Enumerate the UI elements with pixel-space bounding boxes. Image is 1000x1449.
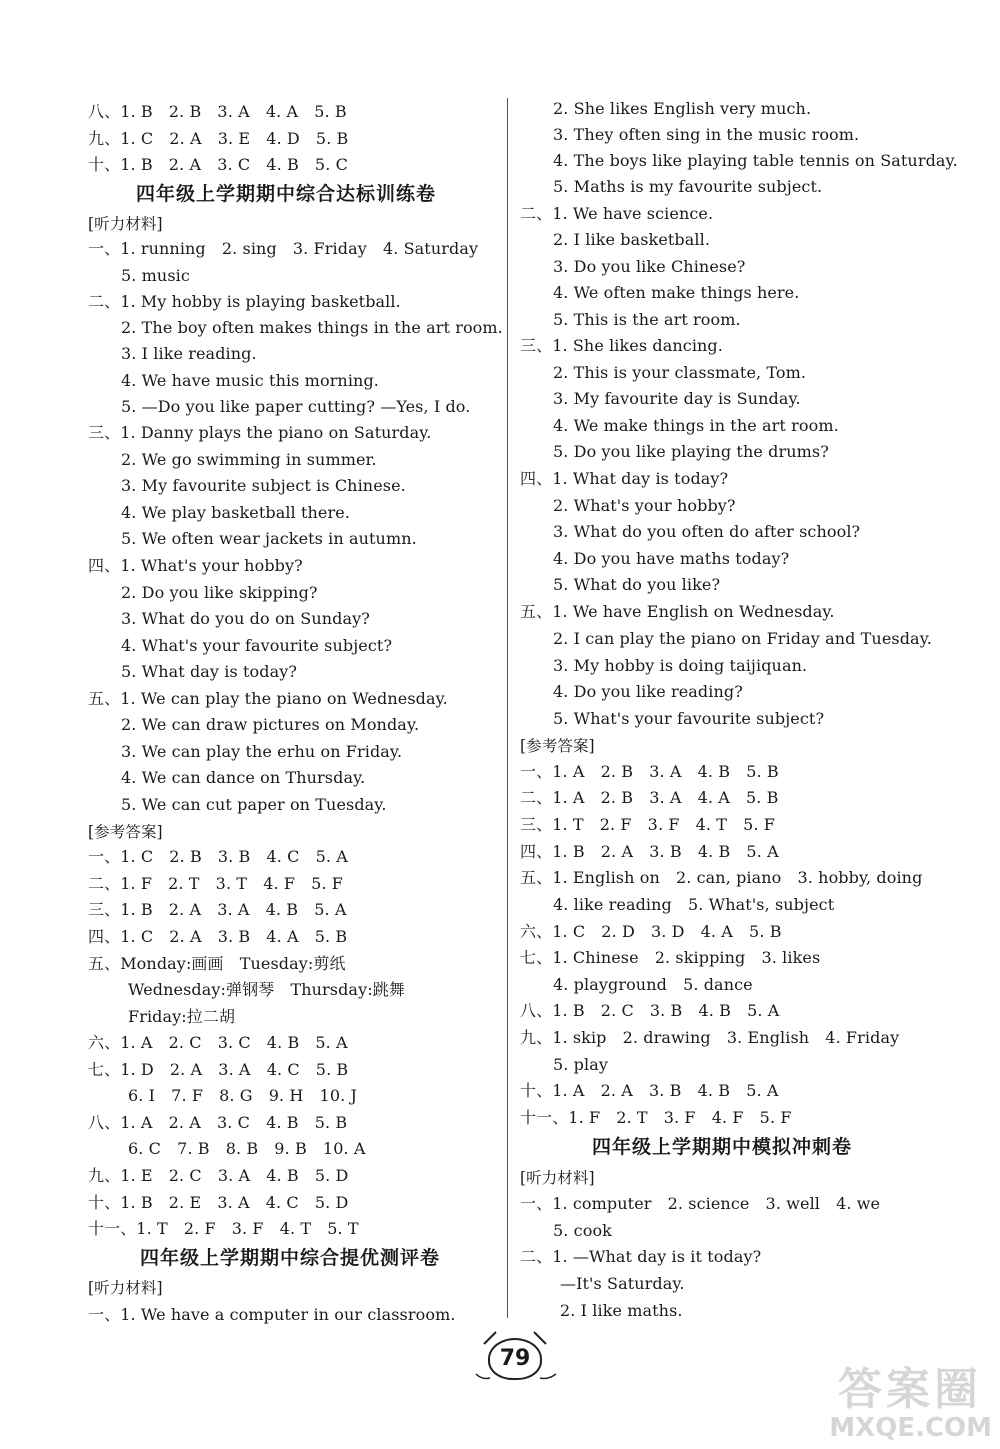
text-line: 4. We make things in the art room. <box>553 416 839 435</box>
text-line: 一、1. We have a computer in our classroom. <box>88 1305 456 1324</box>
text-line: —It's Saturday. <box>560 1274 685 1293</box>
text-line: 三、1. She likes dancing. <box>520 336 723 355</box>
text-line: 4. The boys like playing table tennis on Saturday. <box>553 151 958 170</box>
text-line: 5. play <box>553 1055 608 1074</box>
text-line: 5. Do you like playing the drums? <box>553 442 829 461</box>
text-line: 十一、1. F 2. T 3. F 4. F 5. F <box>520 1108 792 1127</box>
text-line: 5. Maths is my favourite subject. <box>553 177 823 196</box>
text-line: 3. What do you do on Sunday? <box>121 609 370 628</box>
text-line: 七、1. Chinese 2. skipping 3. likes <box>520 948 821 967</box>
text-line: 2. What's your hobby? <box>553 496 736 515</box>
text-line: 三、1. Danny plays the piano on Saturday. <box>88 423 432 442</box>
text-line: 五、1. We have English on Wednesday. <box>520 602 835 621</box>
text-line: 八、1. A 2. A 3. C 4. B 5. B <box>88 1113 348 1132</box>
text-line: 五、1. English on 2. can, piano 3. hobby, doing <box>520 868 923 887</box>
text-line: 十一、1. T 2. F 3. F 4. T 5. T <box>88 1219 359 1238</box>
text-line: 二、1. We have science. <box>520 204 714 223</box>
text-line: 4. We play basketball there. <box>121 503 350 522</box>
section-label: [参考答案] <box>88 823 163 841</box>
text-line: 五、Monday:画画 Tuesday:剪纸 <box>88 954 346 973</box>
text-line: 2. The boy often makes things in the art room. <box>121 318 503 337</box>
text-line: 3. My favourite subject is Chinese. <box>121 476 406 495</box>
text-line: 一、1. A 2. B 3. A 4. B 5. B <box>520 762 779 781</box>
text-line: 4. playground 5. dance <box>553 975 753 994</box>
text-line: 4. Do you like reading? <box>553 682 743 701</box>
text-line: 二、1. My hobby is playing basketball. <box>88 292 401 311</box>
section-label: [参考答案] <box>520 737 595 755</box>
watermark-url: MXQE.COM <box>829 1413 992 1443</box>
text-line: 5. What do you like? <box>553 575 721 594</box>
text-line: 二、1. —What day is it today? <box>520 1247 762 1266</box>
section-label: [听力材料] <box>520 1169 595 1187</box>
text-line: 3. What do you often do after school? <box>553 522 861 541</box>
text-line: Friday:拉二胡 <box>128 1007 236 1026</box>
text-line: 5. cook <box>553 1221 612 1240</box>
text-line: 3. I like reading. <box>121 344 257 363</box>
text-line: 3. My hobby is doing taijiquan. <box>553 656 808 675</box>
text-line: 2. Do you like skipping? <box>121 583 318 602</box>
text-line: 3. My favourite day is Sunday. <box>553 389 801 408</box>
text-line: 一、1. computer 2. science 3. well 4. we <box>520 1194 881 1213</box>
text-line: 五、1. We can play the piano on Wednesday. <box>88 689 448 708</box>
text-line: 六、1. A 2. C 3. C 4. B 5. A <box>88 1033 348 1052</box>
text-line: 七、1. D 2. A 3. A 4. C 5. B <box>88 1060 349 1079</box>
text-line: 5. —Do you like paper cutting? —Yes, I do. <box>121 397 471 416</box>
text-line: 2. This is your classmate, Tom. <box>553 363 807 382</box>
text-line: Wednesday:弹钢琴 Thursday:跳舞 <box>128 980 405 999</box>
text-line: 3. Do you like Chinese? <box>553 257 746 276</box>
text-line: 3. They often sing in the music room. <box>553 125 860 144</box>
text-line: 六、1. C 2. D 3. D 4. A 5. B <box>520 922 782 941</box>
text-line: 3. We can play the erhu on Friday. <box>121 742 403 761</box>
text-line: 2. I like maths. <box>560 1301 683 1320</box>
text-line: 4. We often make things here. <box>553 283 800 302</box>
text-line: 八、1. B 2. B 3. A 4. A 5. B <box>88 102 347 121</box>
column-divider <box>507 98 508 1318</box>
text-line: 5. What day is today? <box>121 662 298 681</box>
text-line: 二、1. F 2. T 3. T 4. F 5. F <box>88 874 344 893</box>
text-line: 5. We often wear jackets in autumn. <box>121 529 417 548</box>
watermark-logo-text: 答案圈 <box>838 1364 982 1415</box>
text-line: 2. I can play the piano on Friday and Tuesday. <box>553 629 932 648</box>
text-line: 4. We have music this morning. <box>121 371 379 390</box>
text-line: 5. We can cut paper on Tuesday. <box>121 795 387 814</box>
text-line: 4. Do you have maths today? <box>553 549 790 568</box>
section-label: [听力材料] <box>88 1279 163 1297</box>
text-line: 4. like reading 5. What's, subject <box>553 895 835 914</box>
section-label: [听力材料] <box>88 215 163 233</box>
section-heading: 四年级上学期期中综合达标训练卷 <box>136 183 437 205</box>
text-line: 4. What's your favourite subject? <box>121 636 393 655</box>
text-line: 三、1. B 2. A 3. A 4. B 5. A <box>88 900 347 919</box>
text-line: 四、1. C 2. A 3. B 4. A 5. B <box>88 927 348 946</box>
text-line: 2. I like basketball. <box>553 230 711 249</box>
text-line: 四、1. What's your hobby? <box>88 556 303 575</box>
text-line: 4. We can dance on Thursday. <box>121 768 366 787</box>
text-line: 四、1. B 2. A 3. B 4. B 5. A <box>520 842 779 861</box>
text-line: 6. I 7. F 8. G 9. H 10. J <box>128 1086 358 1105</box>
page-footer <box>470 1328 560 1388</box>
text-line: 2. We go swimming in summer. <box>121 450 377 469</box>
text-line: 十、1. B 2. A 3. C 4. B 5. C <box>88 155 348 174</box>
text-line: 三、1. T 2. F 3. F 4. T 5. F <box>520 815 776 834</box>
text-line: 5. This is the art room. <box>553 310 741 329</box>
page-number: 79 <box>488 1338 542 1380</box>
text-line: 2. She likes English very much. <box>553 99 812 118</box>
text-line: 十、1. A 2. A 3. B 4. B 5. A <box>520 1081 779 1100</box>
text-line: 九、1. C 2. A 3. E 4. D 5. B <box>88 129 349 148</box>
text-line: 6. C 7. B 8. B 9. B 10. A <box>128 1139 366 1158</box>
text-line: 十、1. B 2. E 3. A 4. C 5. D <box>88 1193 349 1212</box>
text-line: 四、1. What day is today? <box>520 469 729 488</box>
text-line: 一、1. running 2. sing 3. Friday 4. Saturday <box>88 239 479 258</box>
section-heading: 四年级上学期期中模拟冲刺卷 <box>592 1136 853 1158</box>
watermark <box>792 1353 992 1443</box>
text-line: 九、1. E 2. C 3. A 4. B 5. D <box>88 1166 349 1185</box>
text-line: 5. What's your favourite subject? <box>553 709 825 728</box>
section-heading: 四年级上学期期中综合提优测评卷 <box>140 1247 441 1269</box>
text-line: 九、1. skip 2. drawing 3. English 4. Friday <box>520 1028 900 1047</box>
text-line: 二、1. A 2. B 3. A 4. A 5. B <box>520 788 779 807</box>
text-line: 2. We can draw pictures on Monday. <box>121 715 420 734</box>
text-line: 5. music <box>121 266 190 285</box>
text-line: 八、1. B 2. C 3. B 4. B 5. A <box>520 1001 780 1020</box>
text-line: 一、1. C 2. B 3. B 4. C 5. A <box>88 847 348 866</box>
